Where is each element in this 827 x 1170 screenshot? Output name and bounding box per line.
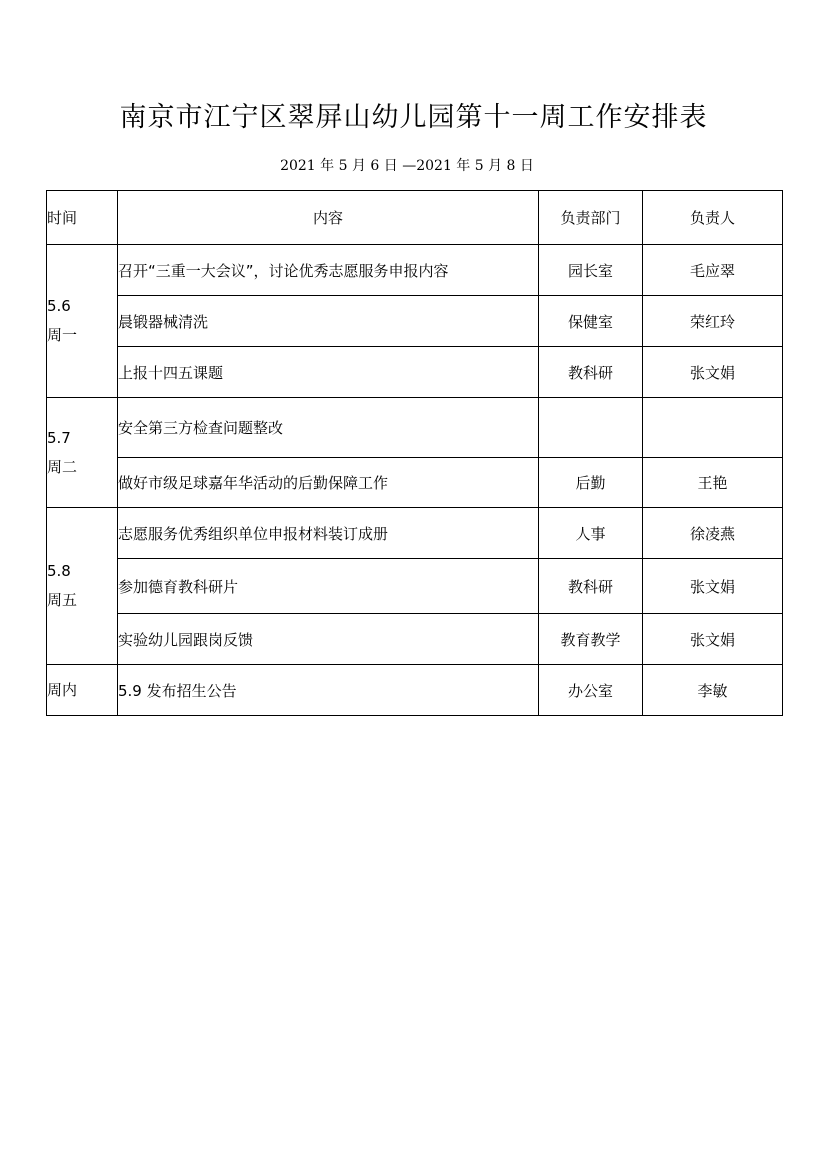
dept-cell: 园长室 [539, 245, 643, 296]
day-weekday: 周五 [47, 591, 78, 609]
content-cell: 做好市级足球嘉年华活动的后勤保障工作 [118, 458, 539, 508]
person-cell: 李敏 [643, 665, 783, 716]
day-date: 5.6 [47, 297, 71, 315]
header-time: 时间 [47, 191, 118, 245]
content-cell: 志愿服务优秀组织单位申报材料装订成册 [118, 508, 539, 559]
table-row [47, 347, 783, 398]
dept-cell: 教科研 [539, 559, 643, 614]
page-title: 南京市江宁区翠屏山幼儿园第十一周工作安排表 [119, 102, 708, 133]
day-cell-monday [47, 245, 118, 398]
date-range: 2021 年 5 月 6 日 —2021 年 5 月 8 日 [280, 158, 534, 174]
dept-cell: 教育教学 [539, 614, 643, 665]
content-cell: 上报十四五课题 [118, 347, 539, 398]
day-weekday: 周一 [47, 326, 78, 344]
day-date: 5.8 [47, 562, 71, 580]
person-cell: 荣红玲 [643, 296, 783, 347]
table-row [47, 508, 783, 559]
content-cell: 5.9 发布招生公告 [118, 665, 539, 716]
header-dept: 负责部门 [539, 191, 643, 245]
dept-cell: 后勤 [539, 458, 643, 508]
day-cell-week: 周内 [47, 665, 118, 716]
person-cell: 张文娟 [643, 559, 783, 614]
content-cell: 实验幼儿园跟岗反馈 [118, 614, 539, 665]
table-row [47, 296, 783, 347]
person-cell: 张文娟 [643, 347, 783, 398]
table-header-row [47, 191, 783, 245]
content-cell: 参加德育教科研片 [118, 559, 539, 614]
content-cell: 召开“三重一大会议”，讨论优秀志愿服务申报内容 [118, 245, 539, 296]
dept-cell: 教科研 [539, 347, 643, 398]
schedule-table [46, 190, 783, 716]
dept-cell: 办公室 [539, 665, 643, 716]
person-cell [643, 398, 783, 458]
person-cell: 毛应翠 [643, 245, 783, 296]
header-content: 内容 [118, 191, 539, 245]
person-cell: 王艳 [643, 458, 783, 508]
day-date: 5.7 [47, 428, 71, 447]
content-cell: 安全第三方检查问题整改 [118, 398, 539, 458]
person-cell: 张文娟 [643, 614, 783, 665]
table-row [47, 559, 783, 614]
table-row [47, 398, 783, 458]
day-cell-friday [47, 508, 118, 665]
person-cell: 徐凌燕 [643, 508, 783, 559]
dept-cell [539, 398, 643, 458]
header-person: 负责人 [643, 191, 783, 245]
content-cell: 晨锻器械清洗 [118, 296, 539, 347]
table-row [47, 665, 783, 716]
day-weekday: 周二 [47, 457, 78, 476]
table-row [47, 245, 783, 296]
table-row [47, 458, 783, 508]
table-row [47, 614, 783, 665]
day-cell-tuesday [47, 398, 118, 508]
dept-cell: 保健室 [539, 296, 643, 347]
dept-cell: 人事 [539, 508, 643, 559]
